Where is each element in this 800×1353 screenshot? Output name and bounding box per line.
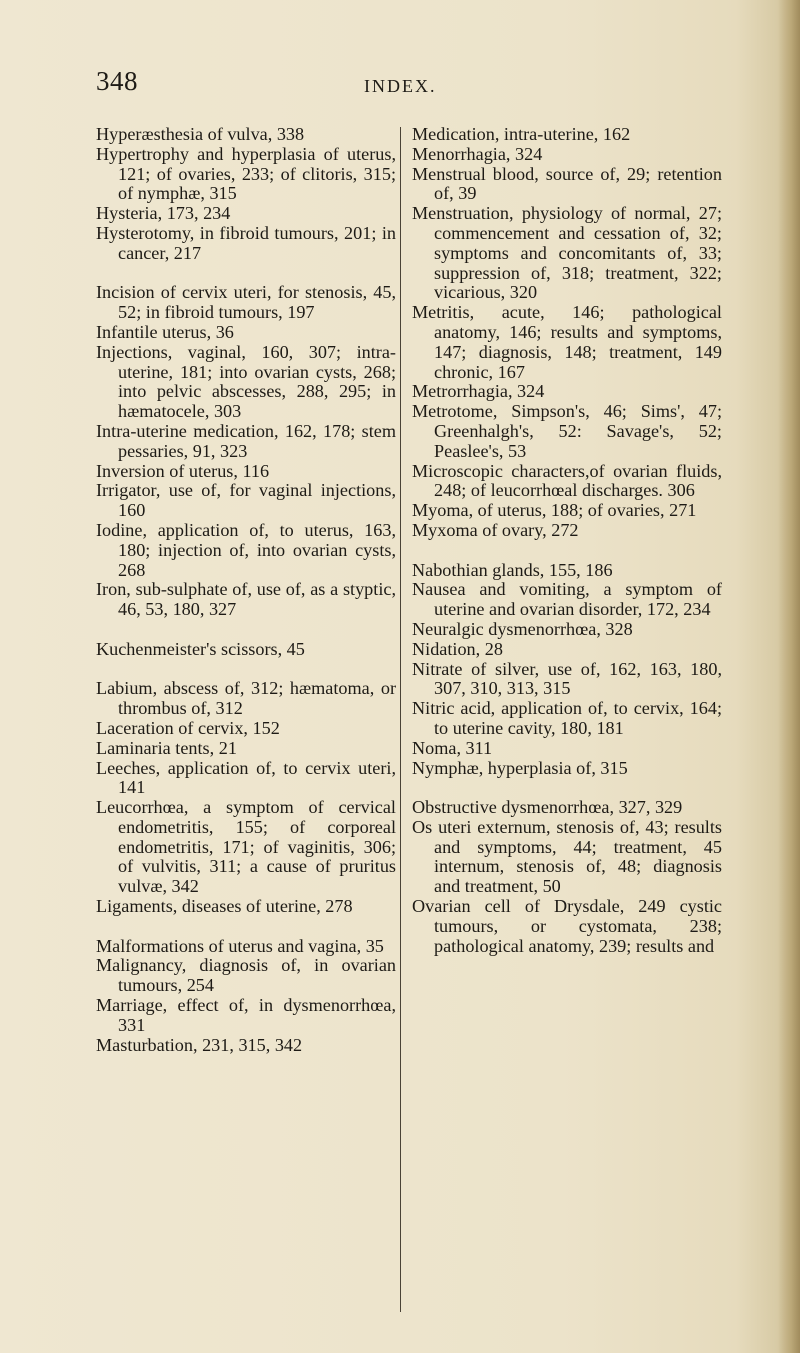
page-number: 348 bbox=[96, 66, 138, 96]
index-entry: Injections, vaginal, 160, 307; intra-uterine, 181; into ovarian cysts, 268; into pelvic abscesses, 288, 295; in hæmatocele, 303 bbox=[96, 341, 396, 422]
index-entry: Myxoma of ovary, 272 bbox=[412, 519, 579, 540]
page-edge-shadow bbox=[778, 0, 800, 1353]
section-gap bbox=[96, 660, 396, 680]
index-entry: Neuralgic dysmenorrhœa, 328 bbox=[412, 618, 633, 639]
index-entry: Os uteri externum, stenosis of, 43; results and symptoms, 44; treatment, 45 internum, stenosis of, 48; diagnosis and treatment, 50 bbox=[412, 816, 722, 897]
index-entry: Nitric acid, application of, to cervix, 164; to uterine cavity, 180, 181 bbox=[412, 698, 722, 738]
index-entry: Nabothian glands, 155, 186 bbox=[412, 559, 613, 580]
page-header bbox=[0, 66, 800, 106]
index-entry: Ovarian cell of Drysdale, 249 cystic tumours, or cystomata, 238; pathological anatomy, 239; results and bbox=[412, 896, 722, 956]
index-column-left bbox=[96, 125, 396, 1055]
index-entry: Intra-uterine medication, 162, 178; stem pessaries, 91, 323 bbox=[96, 420, 396, 461]
index-entry: Menstrual blood, source of, 29; retention of, 39 bbox=[412, 163, 722, 204]
index-entry: Nausea and vomiting, a symptom of uterine and ovarian disorder, 172, 234 bbox=[412, 579, 722, 620]
index-entry: Iodine, application of, to uterus, 163, 180; injection of, into ovarian cysts, 268 bbox=[96, 519, 396, 580]
index-entry: Marriage, effect of, in dysmenorrhœa, 331 bbox=[96, 995, 396, 1035]
index-entry: Infantile uterus, 36 bbox=[96, 321, 234, 342]
index-entry: Iron, sub-sulphate of, use of, as a styptic, 46, 53, 180, 327 bbox=[96, 579, 396, 620]
index-entry: Metrorrhagia, 324 bbox=[412, 381, 545, 402]
index-entry: Medication, intra-uterine, 162 bbox=[412, 124, 631, 144]
index-entry: Metritis, acute, 146; pathological anatomy, 146; results and symptoms, 147; diagnosis, 148; treatment, 149 chronic, 167 bbox=[412, 302, 722, 382]
index-entry: Hysterotomy, in fibroid tumours, 201; in cancer, 217 bbox=[96, 222, 396, 263]
column-divider bbox=[400, 127, 401, 1312]
index-entry: Hypertrophy and hyperplasia of uterus, 121; of ovaries, 233; of clitoris, 315; of nymphæ, 315 bbox=[96, 143, 396, 204]
index-entry: Hyperæsthesia of vulva, 338 bbox=[96, 124, 305, 144]
index-entry: Menstruation, physiology of normal, 27; commencement and cessation of, 32; symptoms and concomitants of, 33; suppression of, 318; treatment, 322; vicarious, 320 bbox=[412, 203, 722, 303]
index-entry: Laceration of cervix, 152 bbox=[96, 717, 280, 738]
index-entry: Leeches, application of, to cervix uteri, 141 bbox=[96, 757, 396, 798]
index-entry: Myoma, of uterus, 188; of ovaries, 271 bbox=[412, 500, 697, 521]
section-gap bbox=[412, 541, 722, 561]
index-column-right bbox=[412, 125, 722, 956]
index-entry: Labium, abscess of, 312; hæmatoma, or thrombus of, 312 bbox=[96, 678, 396, 719]
running-head: INDEX. bbox=[364, 76, 437, 96]
index-entry: Nidation, 28 bbox=[412, 638, 503, 659]
index-entry: Metrotome, Simpson's, 46; Sims', 47; Greenhalgh's, 52: Savage's, 52; Peaslee's, 53 bbox=[412, 401, 722, 461]
index-entry: Malignancy, diagnosis of, in ovarian tumours, 254 bbox=[96, 955, 396, 996]
index-entry: Malformations of uterus and vagina, 35 bbox=[96, 935, 384, 956]
index-entry: Nymphæ, hyperplasia of, 315 bbox=[412, 757, 628, 778]
index-entry: Menorrhagia, 324 bbox=[412, 143, 543, 164]
section-gap bbox=[96, 264, 396, 284]
index-entry: Irrigator, use of, for vaginal injections, 160 bbox=[96, 480, 396, 521]
section-gap bbox=[412, 778, 722, 798]
index-entry: Microscopic characters,of ovarian fluids, 248; of leucorrhœal discharges. 306 bbox=[412, 460, 722, 501]
index-entry: Nitrate of silver, use of, 162, 163, 180, 307, 310, 313, 315 bbox=[412, 658, 722, 699]
section-gap bbox=[96, 917, 396, 937]
section-gap bbox=[96, 620, 396, 640]
index-entry: Hysteria, 173, 234 bbox=[96, 203, 231, 224]
index-entry: Kuchenmeister's scissors, 45 bbox=[96, 638, 305, 659]
index-entry: Inversion of uterus, 116 bbox=[96, 460, 270, 481]
index-entry: Incision of cervix uteri, for stenosis, 45, 52; in fibroid tumours, 197 bbox=[96, 282, 396, 323]
index-entry: Noma, 311 bbox=[412, 737, 493, 758]
index-entry: Obstructive dysmenorrhœa, 327, 329 bbox=[412, 797, 683, 818]
index-entry: Laminaria tents, 21 bbox=[96, 737, 237, 758]
index-entry: Leucorrhœa, a symptom of cervical endometritis, 155; of corporeal endometritis, 171; of vaginitis, 306; of vulvitis, 311; a cause of pruritus vulvæ, 342 bbox=[96, 797, 396, 897]
index-entry: Masturbation, 231, 315, 342 bbox=[96, 1034, 303, 1055]
index-entry: Ligaments, diseases of uterine, 278 bbox=[96, 896, 353, 917]
